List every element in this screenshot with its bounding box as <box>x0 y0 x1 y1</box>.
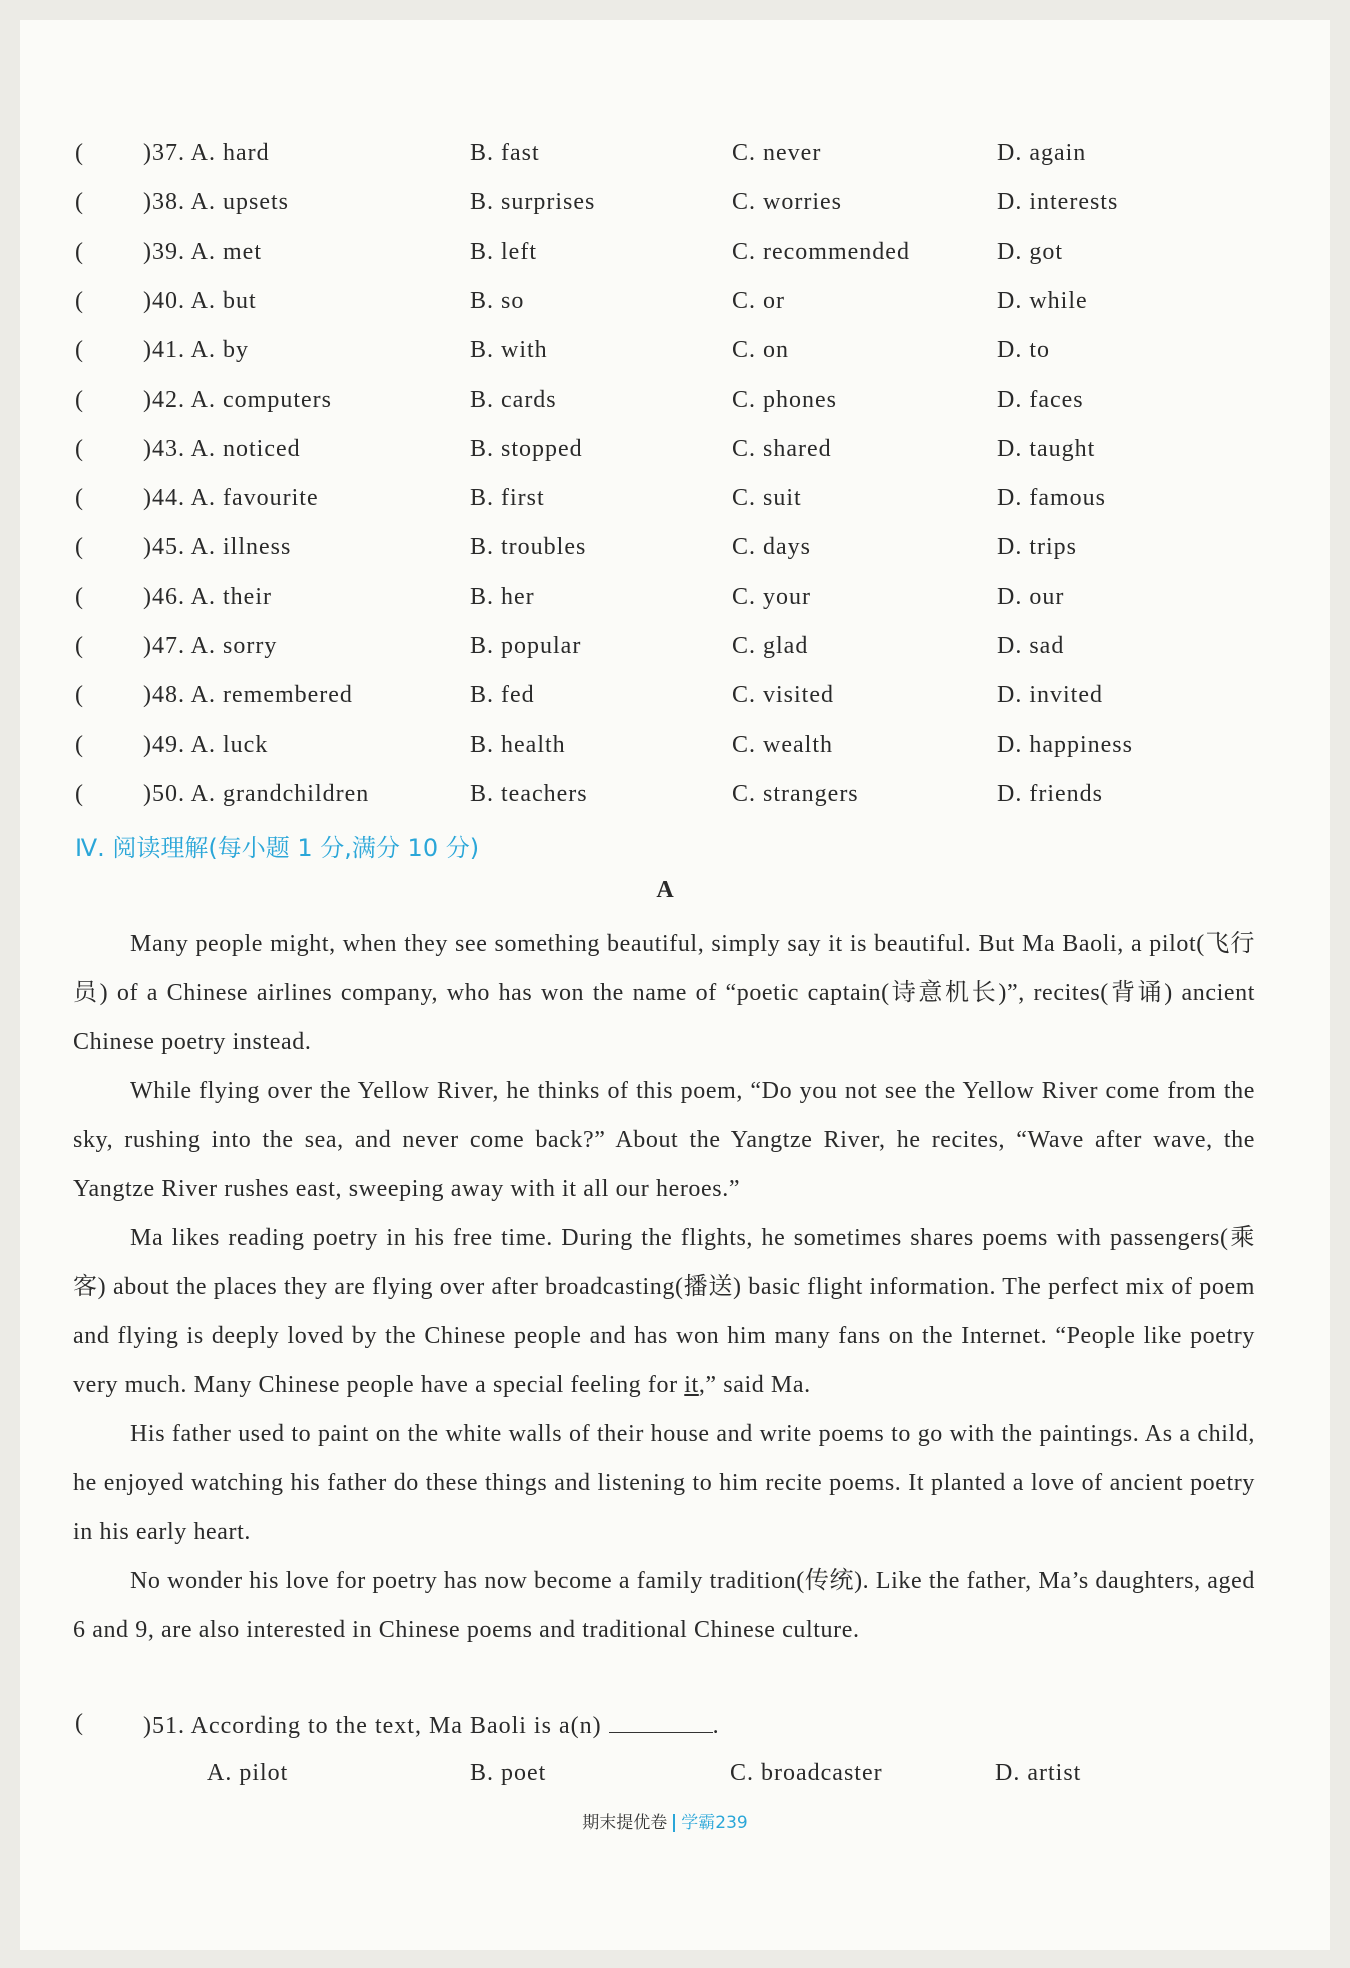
answer-paren[interactable]: ( <box>75 140 84 166</box>
passage-paragraph: Many people might, when they see something beautiful, simply say it is beautiful. But Ma Baoli, a pilot(飞行员) of a Chinese airlines company, who has won the name of “poetic captain(诗意机长)”, recites(背诵) ancient Chinese poetry instead. <box>73 931 1255 1055</box>
answer-paren[interactable]: ( <box>75 534 84 561</box>
question-stem-text: )51. According to the text, Ma Baoli is a(n) <box>143 1713 602 1739</box>
footer-title: 期末提优卷 <box>582 1813 668 1833</box>
passage-paragraph: No wonder his love for poetry has now become a family tradition(传统). Like the father, Ma’s daughters, aged 6 and 9, are also interested in Chinese poems and traditional Chinese culture. <box>73 1568 1255 1643</box>
option-b[interactable]: B. popular <box>470 633 582 659</box>
option-b[interactable]: B. health <box>470 731 566 758</box>
underlined-word: it <box>684 1372 699 1398</box>
footer-divider <box>673 1814 675 1832</box>
option-b[interactable]: B. stopped <box>470 435 583 462</box>
option-row <box>0 682 1350 722</box>
answer-paren[interactable]: ( <box>75 731 84 758</box>
option-row <box>0 387 1350 427</box>
option-d[interactable]: D. got <box>997 238 1063 265</box>
option-d[interactable]: D. famous <box>997 485 1106 512</box>
option-d[interactable]: D. friends <box>997 780 1103 807</box>
answer-blank[interactable] <box>609 1710 713 1733</box>
section-heading: Ⅳ. 阅读理解(每小题 1 分,满分 10 分) <box>75 834 480 862</box>
option-b[interactable]: B. teachers <box>470 780 588 807</box>
answer-paren[interactable]: ( <box>75 682 84 709</box>
option-a[interactable]: )38. A. upsets <box>143 189 289 216</box>
passage-title: A <box>656 877 674 903</box>
answer-paren[interactable]: ( <box>75 435 84 462</box>
answer-paren[interactable]: ( <box>75 287 84 314</box>
option-a[interactable]: )50. A. grandchildren <box>143 780 370 807</box>
option-d[interactable]: D. faces <box>997 386 1084 413</box>
answer-paren[interactable]: ( <box>75 337 84 364</box>
answer-paren[interactable]: ( <box>75 386 84 413</box>
option-row <box>0 337 1350 377</box>
answer-paren[interactable]: ( <box>75 189 84 216</box>
option-row <box>0 534 1350 574</box>
option-b[interactable]: B. first <box>470 485 545 512</box>
option-a[interactable]: )42. A. computers <box>143 386 332 413</box>
option-a[interactable]: )45. A. illness <box>143 534 292 561</box>
answer-paren[interactable]: ( <box>75 633 84 659</box>
option-b[interactable]: B. troubles <box>470 534 587 561</box>
option-a[interactable]: )46. A. their <box>143 583 272 610</box>
option-row <box>0 584 1350 624</box>
option-c[interactable]: C. recommended <box>732 238 910 265</box>
option-d[interactable]: D. invited <box>997 682 1103 709</box>
paragraph-text: ,” said Ma. <box>698 1372 811 1398</box>
question-stem <box>143 1710 720 1740</box>
option-row <box>0 485 1350 525</box>
option-b[interactable]: B. left <box>470 238 537 265</box>
option-b[interactable]: B. so <box>470 287 525 314</box>
option-b[interactable]: B. her <box>470 583 535 610</box>
option-a[interactable]: )43. A. noticed <box>143 435 301 462</box>
passage-paragraph: His father used to paint on the white walls of their house and write poems to go with the paintings. As a child, he enjoyed watching his father do these things and listening to him recite poems. It planted a love of ancient poetry in his early heart. <box>73 1421 1255 1545</box>
option-row <box>0 781 1350 821</box>
option-c[interactable]: C. visited <box>732 682 835 709</box>
option-d[interactable]: D. to <box>997 337 1050 364</box>
option-b[interactable]: B. poet <box>470 1760 547 1786</box>
option-d[interactable]: D. sad <box>997 633 1065 659</box>
option-a[interactable]: )40. A. but <box>143 287 257 314</box>
option-d[interactable]: D. trips <box>997 534 1077 561</box>
option-d[interactable]: D. taught <box>997 435 1096 462</box>
option-row <box>0 189 1350 229</box>
passage-paragraph: While flying over the Yellow River, he thinks of this poem, “Do you not see the Yellow River come from the sky, rushing into the sea, and never come back?” About the Yangtze River, he recites, “Wave after wave, the Yangtze River rushes east, sweeping away with it all our heroes.” <box>73 1078 1255 1202</box>
paragraph-text: Ma likes reading poetry in his free time. During the flights, he sometimes shares poems with passengers(乘客) about the places they are flying over after broadcasting(播送) basic flight information. The perfect mix of poem and flying is deeply loved by the Chinese people and has won him many fans on the Internet. “People like poetry very much. Many Chinese people have a special feeling for <box>73 1225 1255 1398</box>
footer-brand: 学霸 <box>681 1813 716 1833</box>
option-a[interactable]: )44. A. favourite <box>143 485 319 512</box>
passage-paragraph <box>73 1214 1255 1410</box>
option-d[interactable]: D. artist <box>995 1760 1082 1786</box>
option-c[interactable]: C. worries <box>732 189 842 216</box>
option-a[interactable]: )39. A. met <box>143 238 262 265</box>
option-c[interactable]: C. wealth <box>732 731 833 758</box>
option-b[interactable]: B. cards <box>470 386 557 413</box>
option-c[interactable]: C. days <box>732 534 811 561</box>
option-c[interactable]: C. strangers <box>732 780 859 807</box>
option-c[interactable]: C. broadcaster <box>730 1760 883 1786</box>
option-d[interactable]: D. our <box>997 583 1065 610</box>
option-c[interactable]: C. or <box>732 287 785 314</box>
option-b[interactable]: B. with <box>470 337 548 364</box>
option-d[interactable]: D. while <box>997 287 1088 314</box>
option-c[interactable]: C. on <box>732 337 790 364</box>
option-row <box>0 239 1350 279</box>
option-d[interactable]: D. happiness <box>997 731 1133 758</box>
option-a[interactable]: )48. A. remembered <box>143 682 353 709</box>
passage <box>73 920 1255 1655</box>
answer-paren[interactable]: ( <box>75 780 84 807</box>
question-end: . <box>712 1713 720 1739</box>
option-a[interactable]: )37. A. hard <box>143 140 270 166</box>
option-row <box>0 288 1350 328</box>
page-number: 239 <box>715 1813 748 1833</box>
answer-paren[interactable]: ( <box>75 485 84 512</box>
option-c[interactable]: C. never <box>732 140 822 166</box>
option-d[interactable]: D. interests <box>997 189 1119 216</box>
option-b[interactable]: B. fed <box>470 682 535 709</box>
option-a[interactable]: )41. A. by <box>143 337 249 364</box>
option-row <box>0 732 1350 772</box>
answer-paren[interactable]: ( <box>75 583 84 610</box>
option-row <box>0 140 1350 180</box>
option-b[interactable]: B. surprises <box>470 189 596 216</box>
option-d[interactable]: D. again <box>997 140 1087 166</box>
answer-paren[interactable]: ( <box>75 1710 84 1736</box>
option-c[interactable]: C. suit <box>732 485 802 512</box>
option-a[interactable]: A. pilot <box>207 1760 289 1786</box>
option-c[interactable]: C. phones <box>732 386 837 413</box>
option-b[interactable]: B. fast <box>470 140 540 166</box>
footer <box>0 1808 1330 1833</box>
answer-paren[interactable]: ( <box>75 238 84 265</box>
option-row <box>0 633 1350 673</box>
option-a[interactable]: )49. A. luck <box>143 731 269 758</box>
option-row <box>0 436 1350 476</box>
option-c[interactable]: C. glad <box>732 633 809 659</box>
option-c[interactable]: C. shared <box>732 435 832 462</box>
option-a[interactable]: )47. A. sorry <box>143 633 278 659</box>
option-c[interactable]: C. your <box>732 583 811 610</box>
